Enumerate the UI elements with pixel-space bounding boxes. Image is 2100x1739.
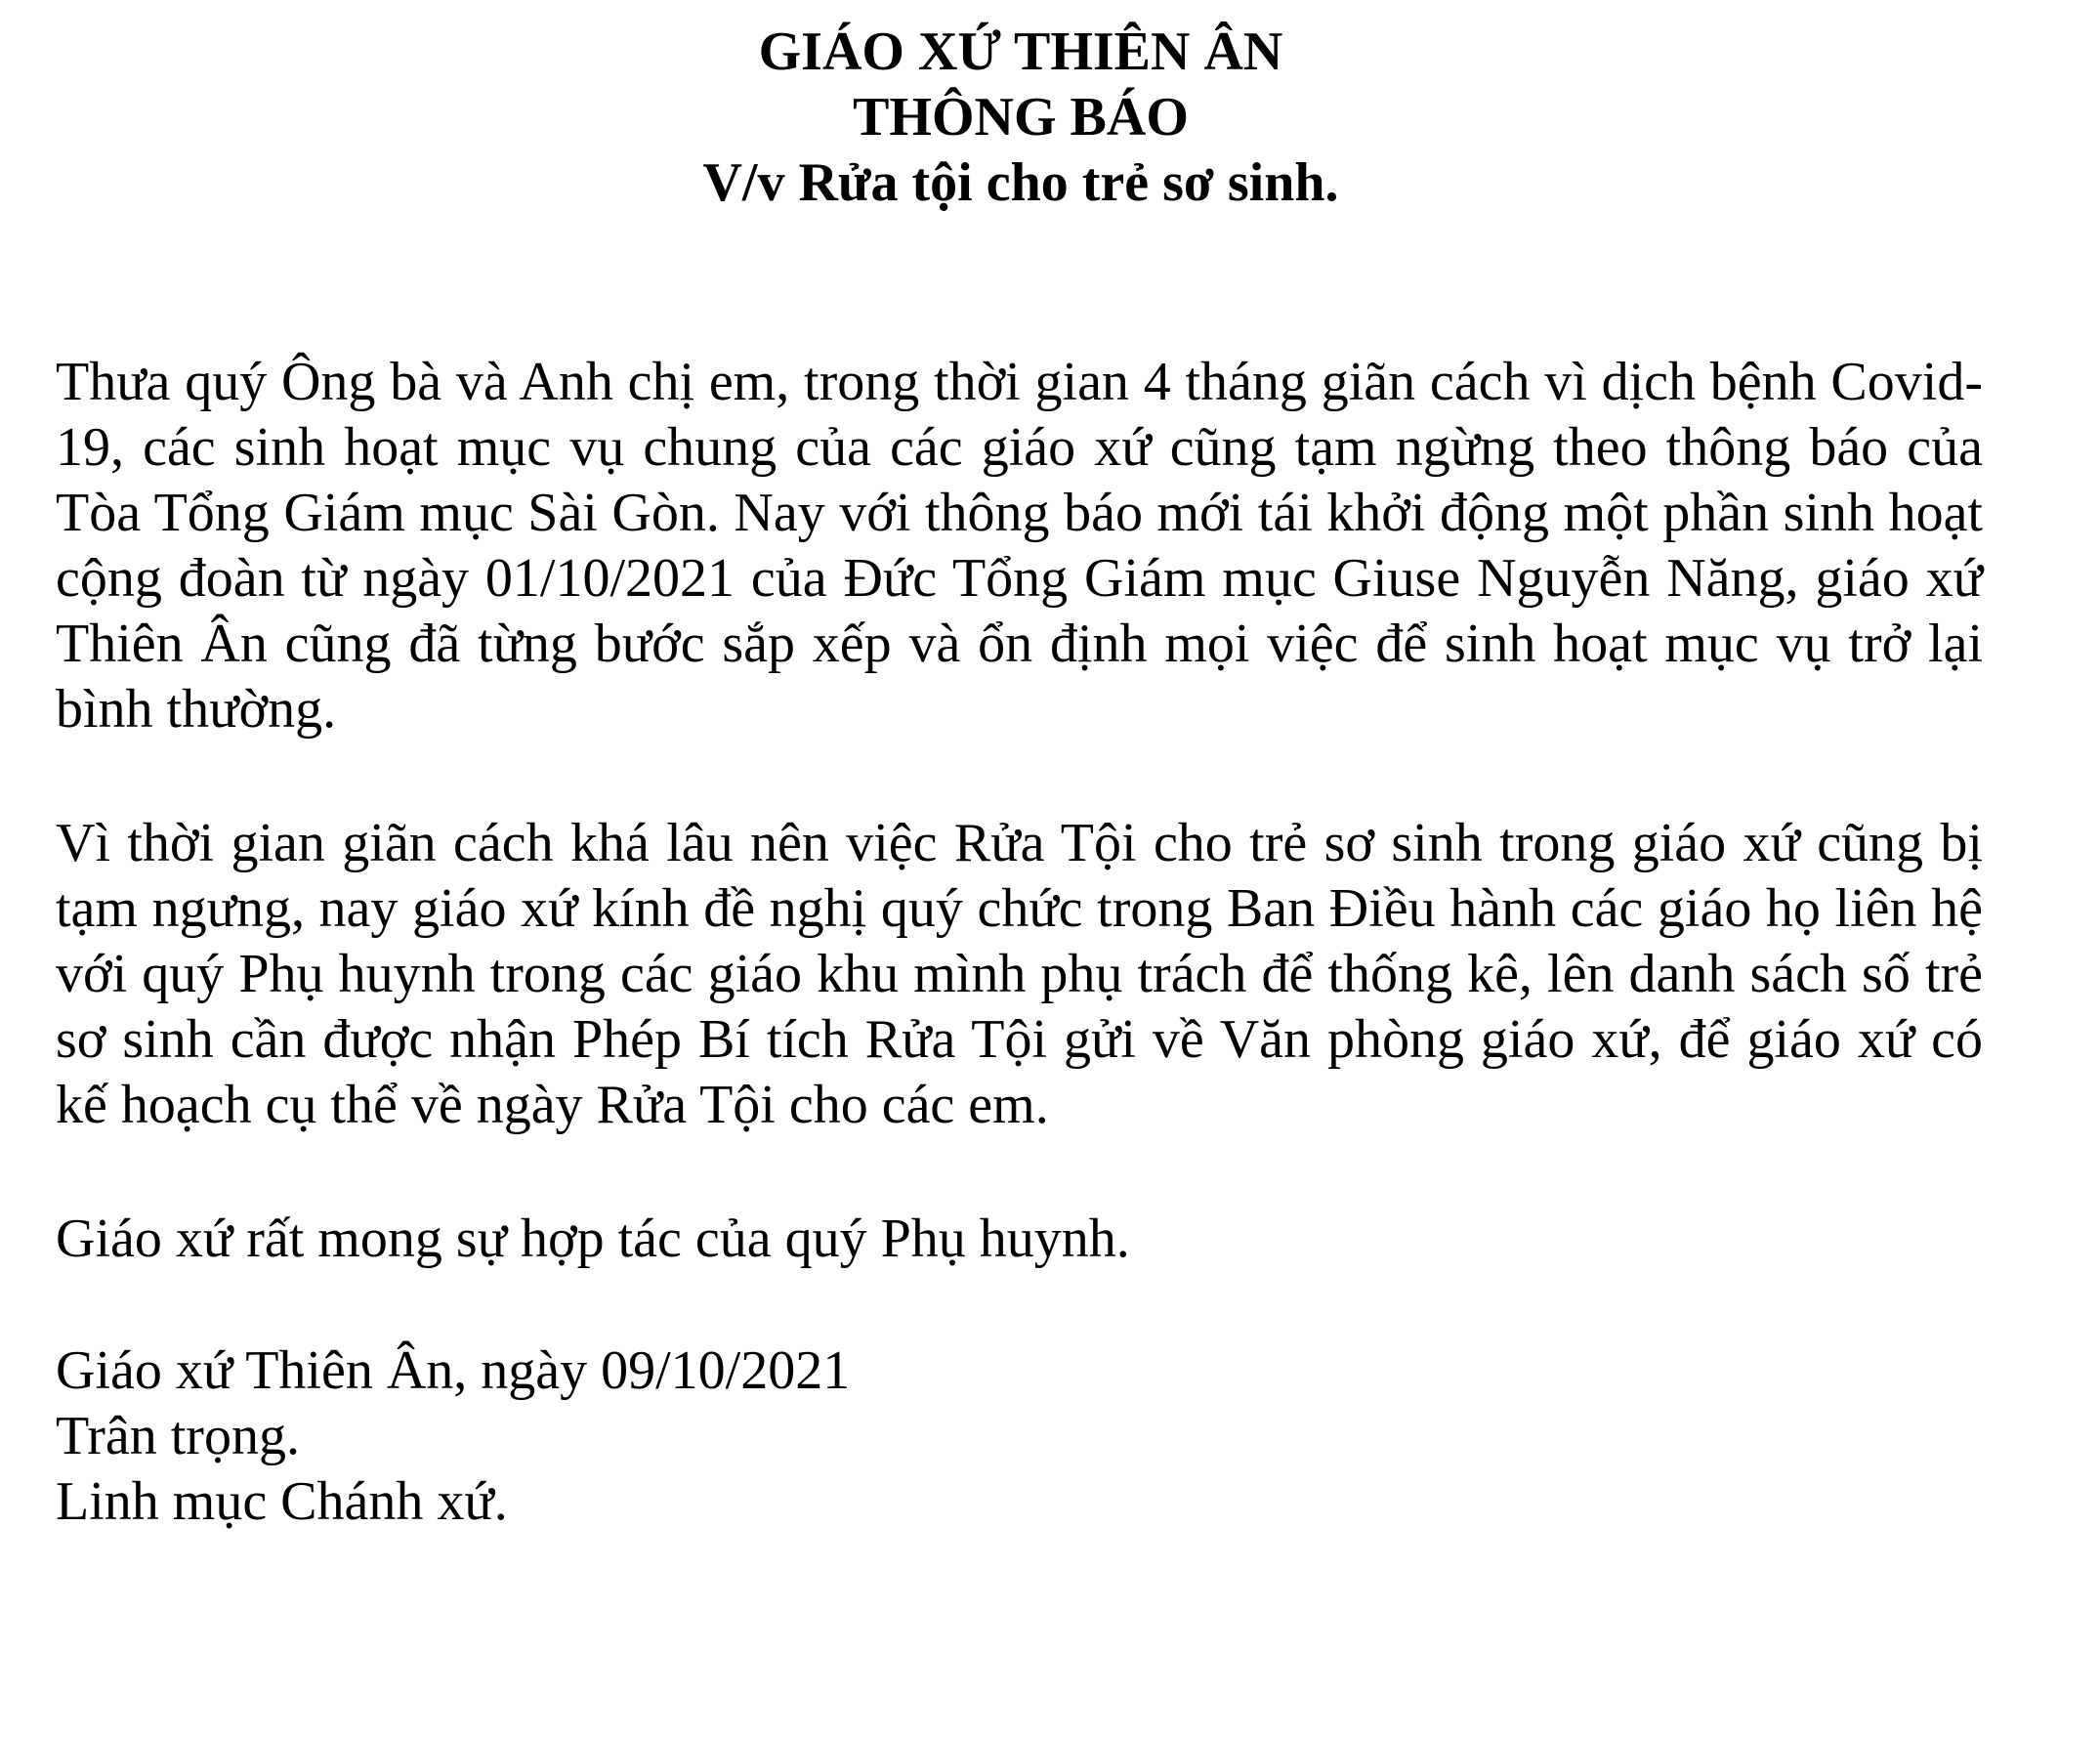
place-date: Giáo xứ Thiên Ân, ngày 09/10/2021 [56,1340,851,1401]
closing-line: Trân trọng. [56,1406,300,1466]
paragraph-appeal: Giáo xứ rất mong sự hợp tác của quý Phụ huynh. [56,1209,1130,1269]
signature-block [56,1338,850,1535]
paragraph-request: Vì thời gian giãn cách khá lâu nên việc Rửa Tội cho trẻ sơ sinh trong giáo xứ cũng bị tạm ngưng, nay giáo xứ kính đề nghị quý chức trong Ban Điều hành các giáo họ liên hệ với quý Phụ huynh trong các giáo khu mình phụ trách để thống kê, lên danh sách số trẻ sơ sinh cần được nhận Phép Bí tích Rửa Tội gửi về Văn phòng giáo xứ, để giáo xứ có kế hoạch cụ thể về ngày Rửa Tội cho các em. [56,813,1983,1135]
notice-subject: V/v Rửa tội cho trẻ sơ sinh. [702,152,1339,213]
document-header [0,20,2041,216]
parish-title: GIÁO XỨ THIÊN ÂN [758,21,1283,82]
paragraph-intro: Thưa quý Ông bà và Anh chị em, trong thời gian 4 tháng giãn cách vì dịch bệnh Covid-19, các sinh hoạt mục vụ chung của các giáo xứ cũng tạm ngừng theo thông báo của Tòa Tổng Giám mục Sài Gòn. Nay với thông báo mới tái khởi động một phần sinh hoạt cộng đoàn từ ngày 01/10/2021 của Đức Tổng Giám mục Giuse Nguyễn Năng, giáo xứ Thiên Ân cũng đã từng bước sắp xếp và ổn định mọi việc để sinh hoạt mục vụ trở lại bình thường. [56,352,1983,740]
signer-title: Linh mục Chánh xứ. [56,1471,508,1532]
notice-title: THÔNG BÁO [853,87,1189,148]
